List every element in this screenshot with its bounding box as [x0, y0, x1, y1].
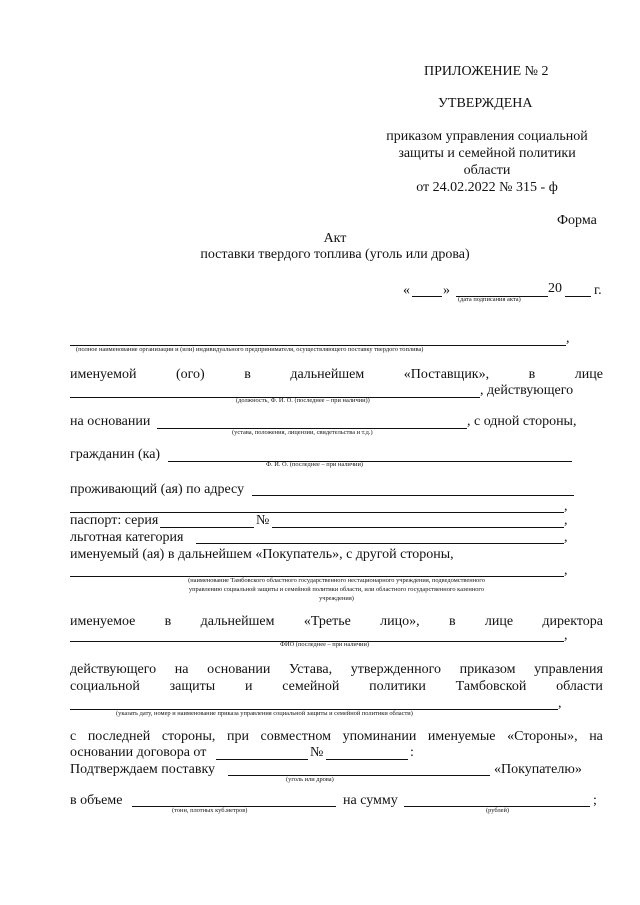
word: защиты [169, 679, 216, 694]
word: директора [542, 614, 603, 629]
word: в [164, 614, 172, 629]
word: последней [87, 729, 151, 744]
word: области [556, 679, 603, 694]
contract-number-line[interactable] [326, 759, 408, 760]
department-row [70, 679, 603, 695]
third-party-row [70, 614, 603, 630]
citizen-name-line[interactable] [168, 461, 572, 462]
date-quote-open: « [403, 283, 410, 298]
sum-semicolon: ; [593, 793, 597, 808]
basis-label: на основании [70, 414, 151, 429]
form-label: Форма [557, 213, 597, 228]
word: в [244, 367, 251, 382]
word: с [70, 729, 77, 744]
order-line-2: защиты и семейной политики [398, 146, 576, 161]
date-quote-close: » [443, 283, 450, 298]
fuel-type-line[interactable] [228, 775, 490, 776]
fuel-caption: (уголь или дрова) [286, 776, 334, 783]
word: приказом [459, 662, 516, 677]
word: лице [484, 614, 514, 629]
word: при [226, 729, 249, 744]
word: именуемые [427, 729, 496, 744]
word: на [589, 729, 603, 744]
word: именуемой [70, 367, 137, 382]
word: на [174, 662, 189, 677]
appendix-number: ПРИЛОЖЕНИЕ № 2 [424, 64, 549, 79]
word: упоминании [342, 729, 417, 744]
passport-series-line[interactable] [160, 527, 254, 528]
word: управления [534, 662, 603, 677]
director-comma: , [564, 628, 568, 643]
word: утвержденного [350, 662, 441, 677]
order-line-4: от 24.02.2022 № 315 - ф [416, 180, 558, 195]
passport-number-label: № [256, 513, 270, 528]
contract-date-line[interactable] [216, 759, 308, 760]
director-caption: ФИО (последнее – при наличии) [280, 641, 370, 648]
sum-caption: (рублей) [486, 807, 510, 814]
order-caption: (указать дату, номер и наименование приказа управления социальной защиты и семейной политики области) [116, 710, 413, 717]
order-comma: , [558, 696, 562, 711]
institution-comma: , [564, 563, 568, 578]
date-year-suffix: г. [594, 283, 602, 298]
word: дальнейшем [200, 614, 275, 629]
supplier-caption: (полное наименование организации и (или) индивидуального предпринимателя, осуществляющего поставку твердого топлива) [76, 346, 424, 353]
parties-row [70, 729, 603, 745]
institution-caption-1: (наименование Тамбовского областного государственного нестационарного учреждения, подведомственного [188, 577, 485, 584]
category-comma: , [564, 530, 568, 545]
approved-label: УТВЕРЖДЕНА [438, 96, 533, 111]
word: в [448, 614, 456, 629]
basis-caption: (устава, положения, лицензии, свидетельства и т.д.) [232, 429, 373, 436]
basis-end: , с одной стороны, [467, 414, 577, 429]
category-line[interactable] [196, 543, 564, 544]
word: в [528, 367, 536, 382]
sum-label: на сумму [343, 793, 398, 808]
word: (ого) [175, 367, 205, 382]
word: Тамбовской [455, 679, 527, 694]
passport-number-line[interactable] [272, 527, 564, 528]
word: Устава, [289, 662, 333, 677]
supplier-comma: , [566, 331, 570, 346]
word: дальнейшем [290, 367, 365, 382]
word: и [244, 679, 253, 694]
word: совместном [260, 729, 331, 744]
institution-caption-2: управлению социальной защиты и семейной политики области, или областного государственного казенного [188, 586, 485, 593]
word: основании [207, 662, 271, 677]
category-label: льготная категория [70, 530, 184, 545]
date-year-line[interactable] [565, 296, 591, 297]
word: лице [574, 367, 603, 382]
date-year-prefix: 20 [548, 281, 562, 296]
date-day-line[interactable] [412, 296, 442, 297]
address-comma: , [564, 499, 568, 514]
acting-basis-row [70, 662, 603, 678]
citizen-caption: Ф. И. О. (последнее – при наличии) [266, 461, 364, 468]
volume-caption: (тонн, плотных куб.метров) [172, 807, 248, 814]
word: стороны, [161, 729, 216, 744]
citizen-label: гражданин (ка) [70, 447, 161, 462]
buyer-line: именуемый (ая) в дальнейшем «Покупатель», с другой стороны, [70, 547, 454, 562]
document-subtitle: поставки твердого топлива (уголь или дрова) [200, 247, 470, 262]
volume-label: в объеме [70, 793, 123, 808]
supplier-acting: , действующего [480, 383, 574, 398]
passport-comma: , [564, 513, 568, 528]
supplier-named-row [70, 367, 603, 383]
confirm-label: Подтверждаем поставку [70, 762, 216, 777]
contract-label: основании договора от [70, 745, 207, 760]
address-line-1[interactable] [252, 495, 574, 496]
contract-number-label: № [310, 745, 324, 760]
word: именуемое [70, 614, 136, 629]
contract-colon: : [410, 745, 414, 760]
address-label: проживающий (ая) по адресу [70, 482, 245, 497]
word: действующего [70, 662, 157, 677]
position-caption: (должность, Ф. И. О. (последнее – при наличии)) [236, 397, 370, 404]
word: социальной [70, 679, 140, 694]
word: семейной [282, 679, 340, 694]
date-caption: (дата подписания акта) [458, 296, 521, 303]
word: «Поставщик», [403, 367, 490, 382]
document-title: Акт [323, 231, 347, 246]
word: «Третье [303, 614, 351, 629]
word: политики [369, 679, 426, 694]
word: лицо», [380, 614, 420, 629]
passport-series-label: паспорт: серия [70, 513, 159, 528]
institution-caption-3: учреждения) [319, 595, 354, 602]
to-buyer: «Покупателю» [494, 762, 582, 777]
order-line-3: области [463, 163, 511, 178]
order-line-1: приказом управления социальной [386, 129, 588, 144]
word: «Стороны», [507, 729, 578, 744]
